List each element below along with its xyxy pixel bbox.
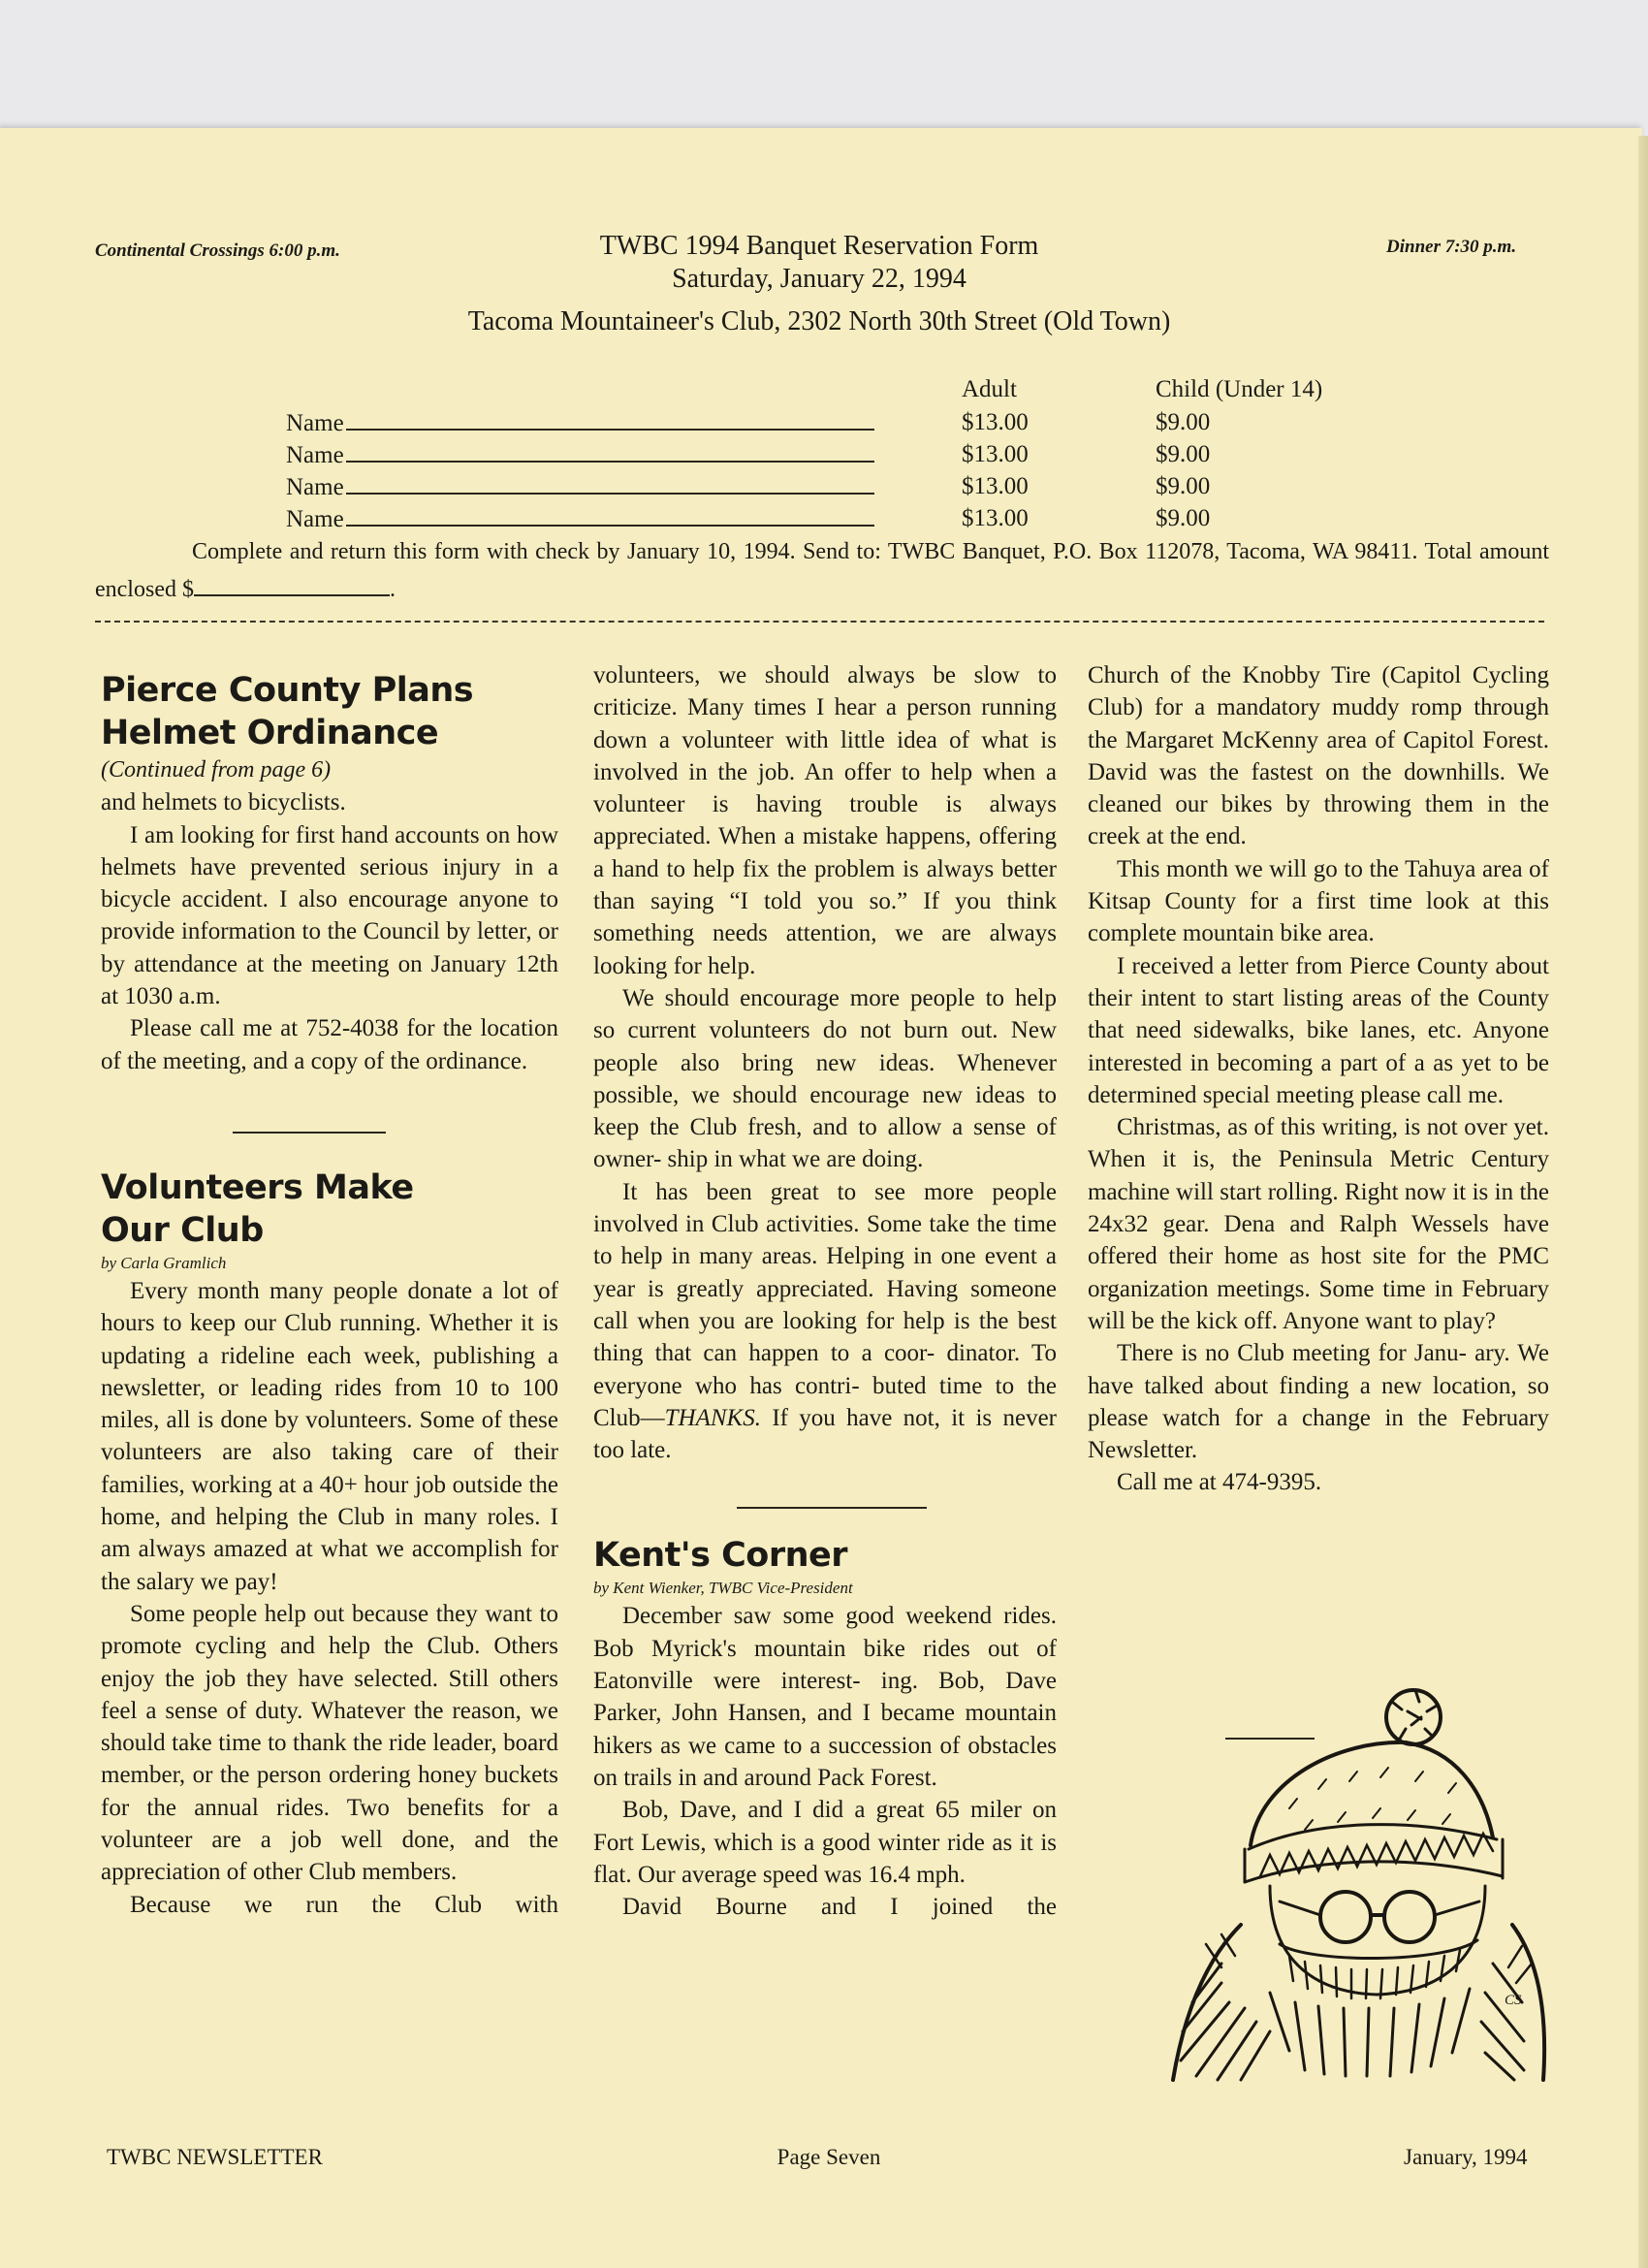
child-column-header: Child (Under 14) — [1156, 376, 1323, 402]
paragraph: We should encourage more people to help so current volunteers do not burn out. New people also bring new ideas. Whenever possible, we should encourage new ideas to keep the Club fresh, and to allow a sense of owner- ship in what we are doing. — [593, 984, 1057, 1173]
article-headline: Kent's Corner — [593, 1536, 848, 1576]
form-instructions — [95, 533, 1549, 609]
cut-line — [95, 621, 1544, 623]
cyclist-cartoon-illustration — [1125, 1673, 1551, 2090]
footer-page-number: Page Seven — [776, 2145, 881, 2169]
name-row — [286, 409, 874, 437]
paragraph-text: It has been great to see more people involved in Club activities. Some take the time to help in many areas. Helping in one event a year is greatly appreciated. Having someone call when you are looking for help is the best thing that can happen to a coor- dinator. To everyone who has contri- buted time to the Club— — [593, 1178, 1057, 1431]
child-price: $9.00 — [1156, 409, 1211, 435]
name-row — [286, 505, 874, 533]
page-edge — [1638, 136, 1648, 2268]
article-headline-line: Pierce County Plans — [101, 671, 474, 710]
paragraph: Bob, Dave, and I did a great 65 miler on Fort Lewis, which is a good winter ride as it is flat. Our average speed was 16.4 mph. — [593, 1797, 1057, 1888]
paragraph: Because we run the Club with — [130, 1891, 558, 1918]
child-price: $9.00 — [1156, 473, 1211, 499]
paragraph-text: If you have not, it is never too late. — [593, 1404, 1057, 1464]
name-field[interactable] — [346, 409, 874, 431]
article-byline: by Kent Wienker, TWBC Vice-President — [593, 1579, 853, 1598]
instructions-end: . — [389, 577, 396, 602]
paragraph: David Bourne and I joined the — [622, 1894, 1057, 1921]
event-date: Saturday, January 22, 1994 — [672, 264, 967, 294]
paragraph: Please call me at 752-4038 for the location of the meeting, and a copy of the ordinance. — [101, 1015, 558, 1074]
paragraph: Call me at 474-9395. — [1117, 1469, 1322, 1496]
name-row — [286, 473, 874, 501]
paragraph — [593, 1176, 1057, 1467]
adult-price: $13.00 — [962, 473, 1029, 499]
paragraph: This month we will go to the Tahuya area of Kitsap County for a first time look at this complete mountain bike area. — [1088, 855, 1549, 947]
form-title: TWBC 1994 Banquet Reservation Form — [599, 231, 1039, 261]
paragraph: Christmas, as of this writing, is not over yet. When it is, the Peninsula Metric Century machine will start rolling. Right now it is in the 24x32 gear. Dena and Ralph Wessels have offered their home as host site for the PMC organization meetings. Some time in February will be the kick off. Anyone want to play? — [1088, 1114, 1549, 1334]
child-price: $9.00 — [1156, 441, 1211, 467]
paragraph: There is no Club meeting for Janu- ary. We have talked about finding a new location, so please watch for a change in the February Newsletter. — [1088, 1340, 1549, 1464]
section-divider — [233, 1132, 386, 1134]
article-headline-line: Helmet Ordinance — [101, 714, 439, 752]
pompom-scribble — [1386, 1690, 1441, 1744]
section-divider — [737, 1507, 927, 1509]
paragraph: volunteers, we should always be slow to criticize. Many times I hear a person running down a volunteer with little idea of what is involved in the job. An offer to help when a volunteer is having trouble is always appreciated. When a mistake happens, offering a hand to help fix the problem is always better than saying “I told you so.” If you think something needs attention, we are always looking for help. — [593, 662, 1057, 979]
footer-date: January, 1994 — [1404, 2145, 1528, 2169]
article-headline-line: Our Club — [101, 1210, 264, 1250]
paragraph: Church of the Knobby Tire (Capitol Cycling Club) for a mandatory muddy romp through the Margaret McKenny area of Capitol Forest. David was the fastest on the downhills. We cleaned our bikes by throwing them in the creek at the end. — [1088, 662, 1549, 850]
total-amount-field[interactable] — [194, 575, 390, 596]
footer-newsletter-name: TWBC NEWSLETTER — [107, 2145, 323, 2169]
adult-column-header: Adult — [962, 376, 1017, 402]
event-location: Tacoma Mountaineer's Club, 2302 North 30th Street (Old Town) — [467, 306, 1171, 336]
paragraph: Some people help out because they want to promote cycling and help the Club. Others enjoy the job they have selected. Still others feel a sense of duty. Whatever the reason, we should take time to thank the ride leader, board member, or the person ordering honey buckets for the annual rides. Two benefits for a volunteer are a job well done, and the appreciation of other Club members. — [101, 1600, 558, 1886]
adult-price: $13.00 — [962, 441, 1029, 467]
thanks-emphasis: THANKS. — [664, 1404, 761, 1431]
adult-price: $13.00 — [962, 505, 1029, 531]
paragraph: Every month many people donate a lot of hours to keep our Club running. Whether it is updating a rideline each week, publishing a newsletter, or leading rides from 10 to 100 miles, all is done by volunteers. Some of these volunteers are also taking care of their families, working at a 40+ hour job outside the home, and helping the Club in many roles. I am always amazed at what we accomplish for the salary we pay! — [101, 1277, 558, 1595]
name-row — [286, 441, 874, 469]
paragraph: and helmets to bicyclists. — [101, 789, 346, 816]
continued-note: (Continued from page 6) — [101, 757, 332, 783]
artist-signature: CS — [1505, 1993, 1522, 2008]
column-3 — [1088, 659, 1549, 1499]
name-field[interactable] — [346, 505, 874, 527]
adult-price: $13.00 — [962, 409, 1029, 435]
name-field[interactable] — [346, 441, 874, 463]
reception-time-note: Continental Crossings 6:00 p.m. — [95, 240, 340, 261]
name-field[interactable] — [346, 473, 874, 495]
dinner-time-note: Dinner 7:30 p.m. — [1386, 237, 1517, 257]
name-label: Name — [286, 506, 344, 532]
paragraph: I am looking for first hand accounts on how helmets have prevented serious injury in a bicycle accident. I also encourage anyone to provide information to the Council by letter, or by attendance at the meeting on January 12th at 1030 a.m. — [101, 821, 558, 1010]
name-label: Name — [286, 410, 344, 436]
paragraph: December saw some good weekend rides. Bob Myrick's mountain bike rides out of Eatonville were interest- ing. Bob, Dave Parker, John Hansen, and I became mountain hikers as we came to a succession of obstacles on trails in and around Pack Forest. — [593, 1603, 1057, 1791]
child-price: $9.00 — [1156, 505, 1211, 531]
article-headline-line: Volunteers Make — [101, 1167, 414, 1207]
paragraph: I received a letter from Pierce County about their intent to start listing areas of the County that need sidewalks, bike lanes, etc. Anyone interested in becoming a part of a as yet to be determined special meeting please call me. — [1088, 952, 1549, 1108]
column-2 — [593, 659, 1057, 1923]
name-label: Name — [286, 474, 344, 500]
name-label: Name — [286, 442, 344, 468]
column-1 — [101, 659, 558, 1921]
article-byline: by Carla Gramlich — [101, 1253, 227, 1272]
instructions-text: Complete and return this form with check by January 10, 1994. Send to: TWBC Banquet, P.O. Box 112078, Tacoma, WA 98411. Total amount enclosed $ — [95, 539, 1549, 602]
